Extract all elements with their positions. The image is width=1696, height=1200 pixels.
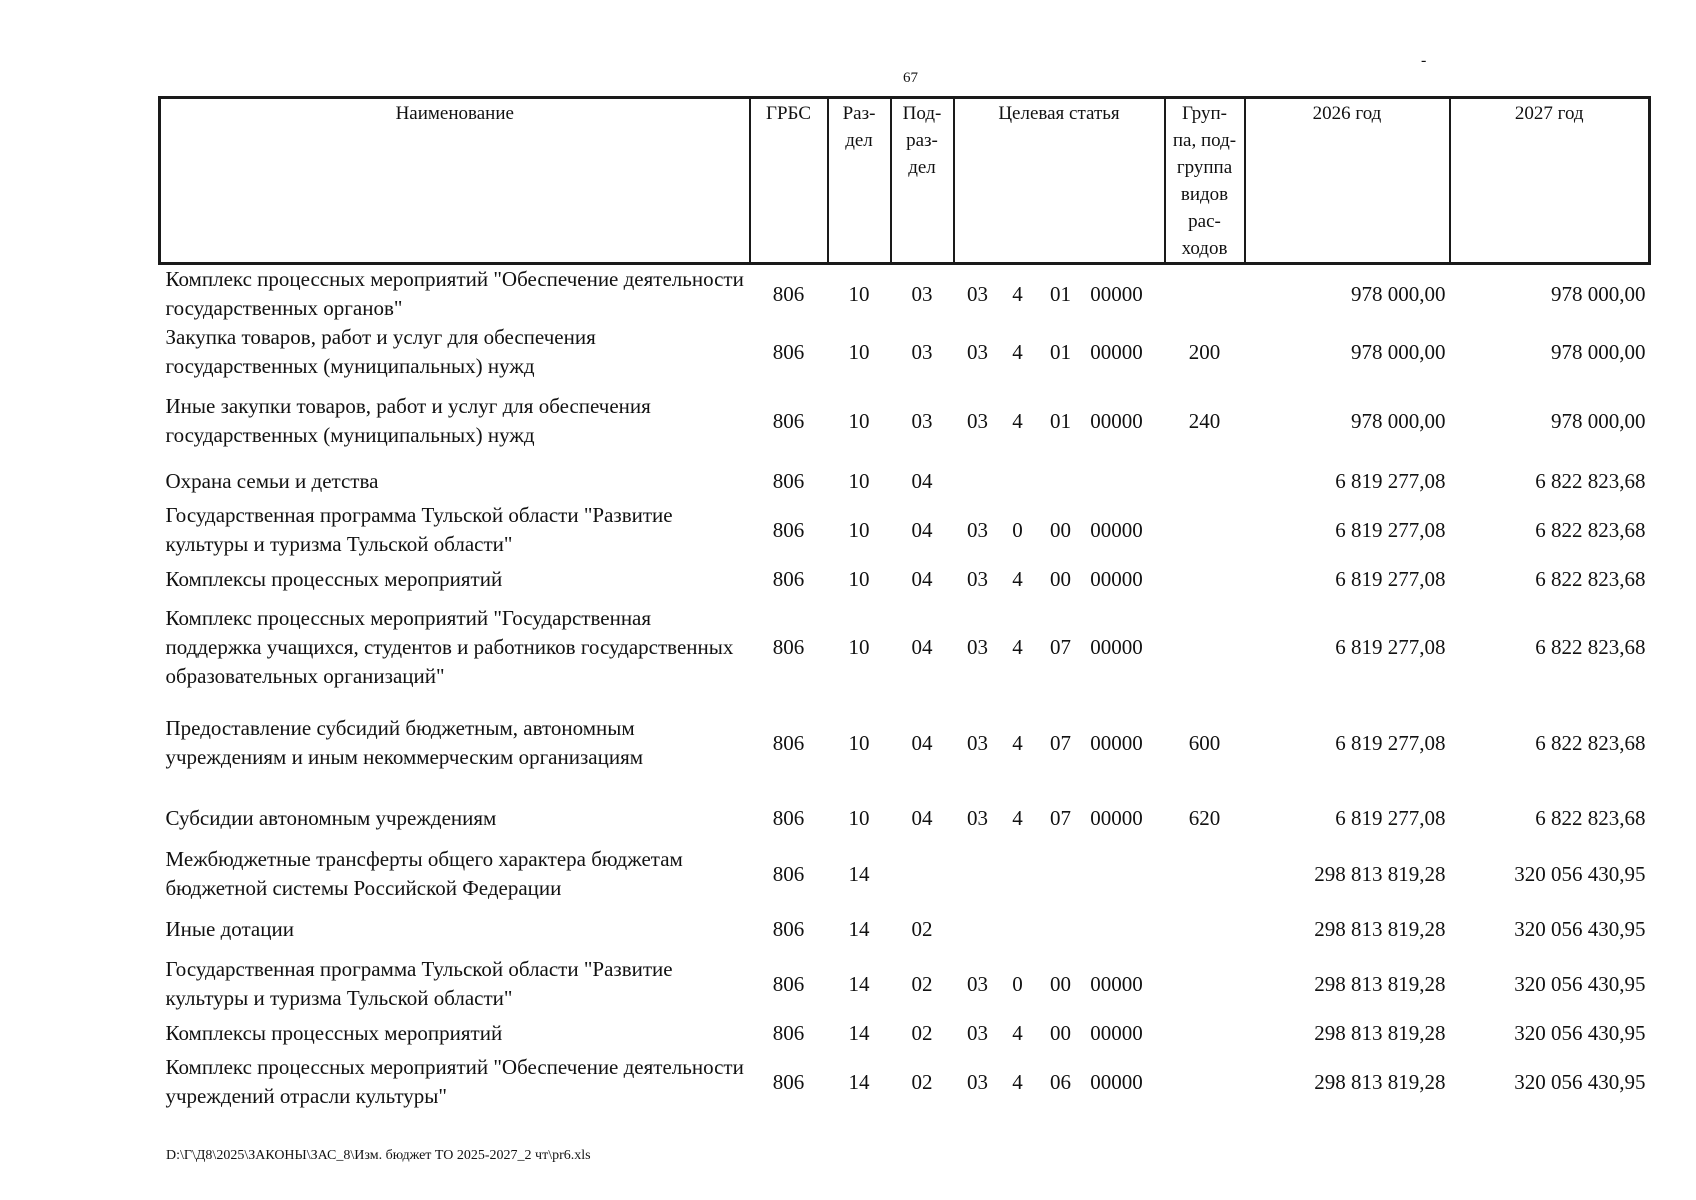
row-target-code: [954, 1013, 1165, 1053]
target-code-part: 4: [1012, 1020, 1023, 1045]
header-line: Груп-: [1181, 103, 1228, 124]
row-expense-group: 620: [1188, 805, 1221, 830]
header-line: па, под-: [1172, 130, 1237, 151]
row-amount-2027: 6 822 823,68: [1535, 805, 1646, 830]
row-section: 10: [848, 339, 870, 364]
header-target: Целевая статья: [954, 98, 1165, 264]
row-name: Межбюджетные трансферты общего характера бюджетам бюджетной системы Российской Федерации: [165, 847, 683, 900]
row-amount-2026: 6 819 277,08: [1335, 730, 1446, 755]
target-code-part: 4: [1012, 566, 1023, 591]
table-row: [160, 461, 1650, 501]
target-code-part: 07: [1050, 730, 1071, 755]
target-code-part: 07: [1050, 805, 1071, 830]
target-code-part: 00000: [1090, 339, 1143, 364]
row-expense-group: [1165, 599, 1245, 695]
row-section: 14: [848, 1069, 870, 1094]
row-name: Государственная программа Тульской области "Развитие культуры и туризма Тульской области": [165, 957, 673, 1010]
target-code-part: 4: [1012, 1069, 1023, 1094]
row-section: 10: [848, 281, 870, 306]
row-section: 10: [848, 468, 870, 493]
row-target-code: [954, 599, 1165, 695]
row-amount-2027: 320 056 430,95: [1514, 916, 1646, 941]
row-expense-group: 200: [1188, 339, 1221, 364]
row-subsection: 02: [911, 1020, 933, 1045]
row-subsection: 02: [911, 916, 933, 941]
row-subsection: [891, 845, 954, 903]
row-amount-2027: 978 000,00: [1551, 408, 1646, 433]
target-code-part: 4: [1012, 408, 1023, 433]
row-target-code: [954, 695, 1165, 791]
row-amount-2027: 6 822 823,68: [1535, 634, 1646, 659]
row-subsection: 04: [911, 805, 933, 830]
row-subsection: 02: [911, 1069, 933, 1094]
table-row: [160, 599, 1650, 695]
row-amount-2027: 6 822 823,68: [1535, 730, 1646, 755]
table-row: [160, 264, 1650, 324]
row-section: 10: [848, 517, 870, 542]
row-amount-2026: 978 000,00: [1351, 339, 1446, 364]
header-line: видов: [1180, 184, 1229, 205]
target-code-part: 4: [1012, 805, 1023, 830]
row-amount-2027: 978 000,00: [1551, 339, 1646, 364]
table-row: [160, 955, 1650, 1013]
target-code-part: 00000: [1090, 634, 1143, 659]
target-code-part: 03: [967, 281, 988, 306]
target-code-part: 01: [1050, 339, 1071, 364]
row-amount-2026: 298 813 819,28: [1314, 1069, 1446, 1094]
row-expense-group: 600: [1188, 730, 1221, 755]
target-code-part: 03: [967, 634, 988, 659]
target-code-part: 00000: [1090, 971, 1143, 996]
row-amount-2026: 298 813 819,28: [1314, 971, 1446, 996]
row-name: Государственная программа Тульской области "Развитие культуры и туризма Тульской области": [165, 503, 673, 556]
target-code-part: 03: [967, 339, 988, 364]
row-amount-2026: 6 819 277,08: [1335, 805, 1446, 830]
target-code-part: 00000: [1090, 281, 1143, 306]
row-amount-2026: 978 000,00: [1351, 408, 1446, 433]
row-amount-2027: 320 056 430,95: [1514, 861, 1646, 886]
row-amount-2026: 6 819 277,08: [1335, 468, 1446, 493]
header-group: [1165, 98, 1245, 264]
target-code-part: 03: [967, 1020, 988, 1045]
target-code-part: 00000: [1090, 730, 1143, 755]
row-grbs: 806: [772, 566, 805, 591]
corner-mark: -: [1421, 52, 1427, 69]
row-subsection: 04: [911, 566, 933, 591]
row-target-code: [954, 381, 1165, 461]
row-amount-2027: 978 000,00: [1551, 281, 1646, 306]
row-target-code: [954, 903, 1165, 955]
header-year-2026: 2026 год: [1245, 98, 1450, 264]
row-grbs: 806: [772, 468, 805, 493]
header-line: дел: [908, 157, 936, 178]
row-subsection: 03: [911, 339, 933, 364]
row-target-code: [954, 501, 1165, 559]
table-row: [160, 323, 1650, 381]
target-code-part: 01: [1050, 281, 1071, 306]
target-code-part: 0: [1012, 971, 1023, 996]
target-code-part: 0: [1012, 517, 1023, 542]
row-amount-2027: 320 056 430,95: [1514, 1020, 1646, 1045]
table-header-row: [160, 98, 1650, 264]
row-section: 10: [848, 566, 870, 591]
target-code-part: 00000: [1090, 408, 1143, 433]
header-section: [828, 98, 891, 264]
target-code-part: 00000: [1090, 566, 1143, 591]
row-amount-2026: 298 813 819,28: [1314, 1020, 1446, 1045]
row-subsection: 04: [911, 634, 933, 659]
row-name: Комплексы процессных мероприятий: [165, 1020, 503, 1045]
row-expense-group: [1165, 955, 1245, 1013]
target-code-part: 00000: [1090, 1020, 1143, 1045]
target-code-part: 03: [967, 1069, 988, 1094]
row-grbs: 806: [772, 634, 805, 659]
row-expense-group: [1165, 461, 1245, 501]
header-line: дел: [845, 130, 873, 151]
target-code-part: 00: [1050, 517, 1071, 542]
row-target-code: [954, 791, 1165, 845]
row-amount-2027: 320 056 430,95: [1514, 971, 1646, 996]
target-code-part: 03: [967, 971, 988, 996]
target-code-part: 4: [1012, 339, 1023, 364]
target-code-part: 03: [967, 566, 988, 591]
row-amount-2027: 6 822 823,68: [1535, 566, 1646, 591]
target-code-part: 06: [1050, 1069, 1071, 1094]
header-name: Наименование: [160, 98, 750, 264]
row-target-code: [954, 323, 1165, 381]
header-grbs: ГРБС: [750, 98, 828, 264]
row-amount-2027: 320 056 430,95: [1514, 1069, 1646, 1094]
table-row: [160, 791, 1650, 845]
row-amount-2026: 6 819 277,08: [1335, 566, 1446, 591]
row-name: Комплекс процессных мероприятий "Государственная поддержка учащихся, студентов и работников государственных образовательных организаций": [165, 605, 734, 688]
row-subsection: 02: [911, 971, 933, 996]
row-target-code: [954, 264, 1165, 324]
row-name: Закупка товаров, работ и услуг для обеспечения государственных (муниципальных) нужд: [165, 325, 596, 378]
table-row: [160, 559, 1650, 599]
row-section: 14: [848, 1020, 870, 1045]
target-code-part: 03: [967, 805, 988, 830]
row-subsection: 03: [911, 408, 933, 433]
target-code-part: 00: [1050, 566, 1071, 591]
row-amount-2026: 978 000,00: [1351, 281, 1446, 306]
row-expense-group: [1165, 845, 1245, 903]
row-name: Предоставление субсидий бюджетным, автономным учреждениям и иным некоммерческим организациям: [165, 716, 644, 769]
header-line: Раз-: [842, 103, 876, 124]
row-name: Субсидии автономным учреждениям: [165, 805, 497, 830]
row-section: 14: [848, 861, 870, 886]
row-amount-2027: 6 822 823,68: [1535, 468, 1646, 493]
header-year-2027: 2027 год: [1450, 98, 1650, 264]
row-name: Иные закупки товаров, работ и услуг для обеспечения государственных (муниципальных) нужд: [165, 394, 651, 447]
row-name: Комплексы процессных мероприятий: [165, 566, 503, 591]
row-expense-group: [1165, 903, 1245, 955]
table-row: [160, 903, 1650, 955]
header-line: Под-: [902, 103, 942, 124]
row-grbs: 806: [772, 1020, 805, 1045]
row-section: 14: [848, 916, 870, 941]
row-subsection: 04: [911, 517, 933, 542]
row-grbs: 806: [772, 916, 805, 941]
table-row: [160, 1013, 1650, 1053]
row-grbs: 806: [772, 281, 805, 306]
row-grbs: 806: [772, 805, 805, 830]
row-grbs: 806: [772, 339, 805, 364]
target-code-part: 00000: [1090, 1069, 1143, 1094]
page-number: 67: [903, 70, 918, 86]
row-expense-group: [1165, 501, 1245, 559]
footer-file-path: D:\Г\Д8\2025\ЗАКОНЫ\ЗАС_8\Изм. бюджет ТО 2025-2027_2 чт\pr6.xls: [166, 1148, 591, 1163]
row-name: Комплекс процессных мероприятий "Обеспечение деятельности государственных органов": [165, 267, 744, 320]
target-code-part: 00000: [1090, 805, 1143, 830]
row-expense-group: [1165, 264, 1245, 324]
row-subsection: 03: [911, 281, 933, 306]
row-amount-2026: 6 819 277,08: [1335, 517, 1446, 542]
row-section: 10: [848, 408, 870, 433]
table-row: [160, 501, 1650, 559]
row-grbs: 806: [772, 861, 805, 886]
row-expense-group: [1165, 559, 1245, 599]
header-line: рас-: [1188, 211, 1221, 232]
row-section: 10: [848, 805, 870, 830]
target-code-part: 00: [1050, 971, 1071, 996]
row-amount-2027: 6 822 823,68: [1535, 517, 1646, 542]
target-code-part: 07: [1050, 634, 1071, 659]
target-code-part: 03: [967, 730, 988, 755]
header-line: группа: [1176, 157, 1233, 178]
row-section: 10: [848, 634, 870, 659]
row-target-code: [954, 1053, 1165, 1111]
row-grbs: 806: [772, 1069, 805, 1094]
row-grbs: 806: [772, 971, 805, 996]
row-grbs: 806: [772, 408, 805, 433]
row-expense-group: [1165, 1053, 1245, 1111]
row-section: 10: [848, 730, 870, 755]
target-code-part: 03: [967, 517, 988, 542]
row-amount-2026: 298 813 819,28: [1314, 916, 1446, 941]
header-line: ходов: [1181, 238, 1228, 259]
table-row: [160, 381, 1650, 461]
row-target-code: [954, 845, 1165, 903]
row-target-code: [954, 559, 1165, 599]
row-amount-2026: 298 813 819,28: [1314, 861, 1446, 886]
row-target-code: [954, 461, 1165, 501]
row-name: Охрана семьи и детства: [165, 468, 379, 493]
table-row: [160, 695, 1650, 791]
row-grbs: 806: [772, 730, 805, 755]
target-code-part: 4: [1012, 634, 1023, 659]
table-row: [160, 1053, 1650, 1111]
row-target-code: [954, 955, 1165, 1013]
target-code-part: 00000: [1090, 517, 1143, 542]
row-grbs: 806: [772, 517, 805, 542]
header-line: раз-: [906, 130, 938, 151]
row-subsection: 04: [911, 468, 933, 493]
target-code-part: 4: [1012, 730, 1023, 755]
target-code-part: 01: [1050, 408, 1071, 433]
row-name: Иные дотации: [165, 916, 294, 941]
target-code-part: 4: [1012, 281, 1023, 306]
row-expense-group: [1165, 1013, 1245, 1053]
row-section: 14: [848, 971, 870, 996]
row-name: Комплекс процессных мероприятий "Обеспечение деятельности учреждений отрасли культуры": [165, 1055, 744, 1108]
budget-table: [158, 96, 1651, 1111]
table-row: [160, 845, 1650, 903]
target-code-part: 03: [967, 408, 988, 433]
target-code-part: 00: [1050, 1020, 1071, 1045]
header-subsection: [891, 98, 954, 264]
row-subsection: 04: [911, 730, 933, 755]
row-expense-group: 240: [1188, 408, 1221, 433]
row-amount-2026: 6 819 277,08: [1335, 634, 1446, 659]
